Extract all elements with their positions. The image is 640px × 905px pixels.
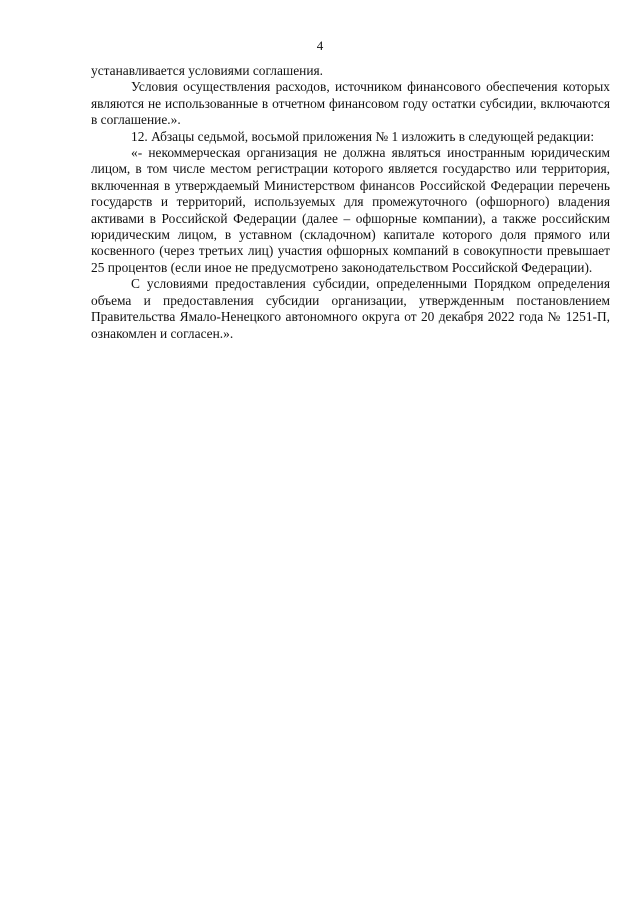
document-body	[91, 63, 610, 342]
paragraph-item-12: 12. Абзацы седьмой, восьмой приложения № 1 изложить в следующей редакции:	[131, 128, 595, 144]
paragraph-consent-statement: С условиями предоставления субсидии, определенными Порядком определения объема и предоставления субсидии организации, утвержденным постановлением Правительства Ямало-Ненецкого автономного округа от 20 декабря 2022 года № 1251-П, ознакомлен и согласен.».	[91, 276, 610, 341]
paragraph-continuation: устанавливается условиями соглашения.	[91, 63, 324, 78]
paragraph-expense-conditions: Условия осуществления расходов, источником финансового обеспечения которых являются не использованные в отчетном финансовом году остатки субсидии, включаются в соглашение.».	[91, 79, 610, 128]
paragraph-nonprofit-requirement: «- некоммерческая организация не должна являться иностранным юридическим лицом, в том числе местом регистрации которого является государство или территория, включенная в утверждаемый Министерством финансов Российской Федерации перечень государств и территорий, используемых для промежуточного (офшорного) владения активами в Российской Федерации (далее – офшорные компании), а также российским юридическим лицом, в уставном (складочном) капитале которого доля прямого или косвенного (через третьих лиц) участия офшорных компаний в совокупности превышает 25 процентов (если иное не предусмотрено законодательством Российской Федерации).	[91, 145, 610, 275]
page-number: 4	[316, 38, 324, 53]
